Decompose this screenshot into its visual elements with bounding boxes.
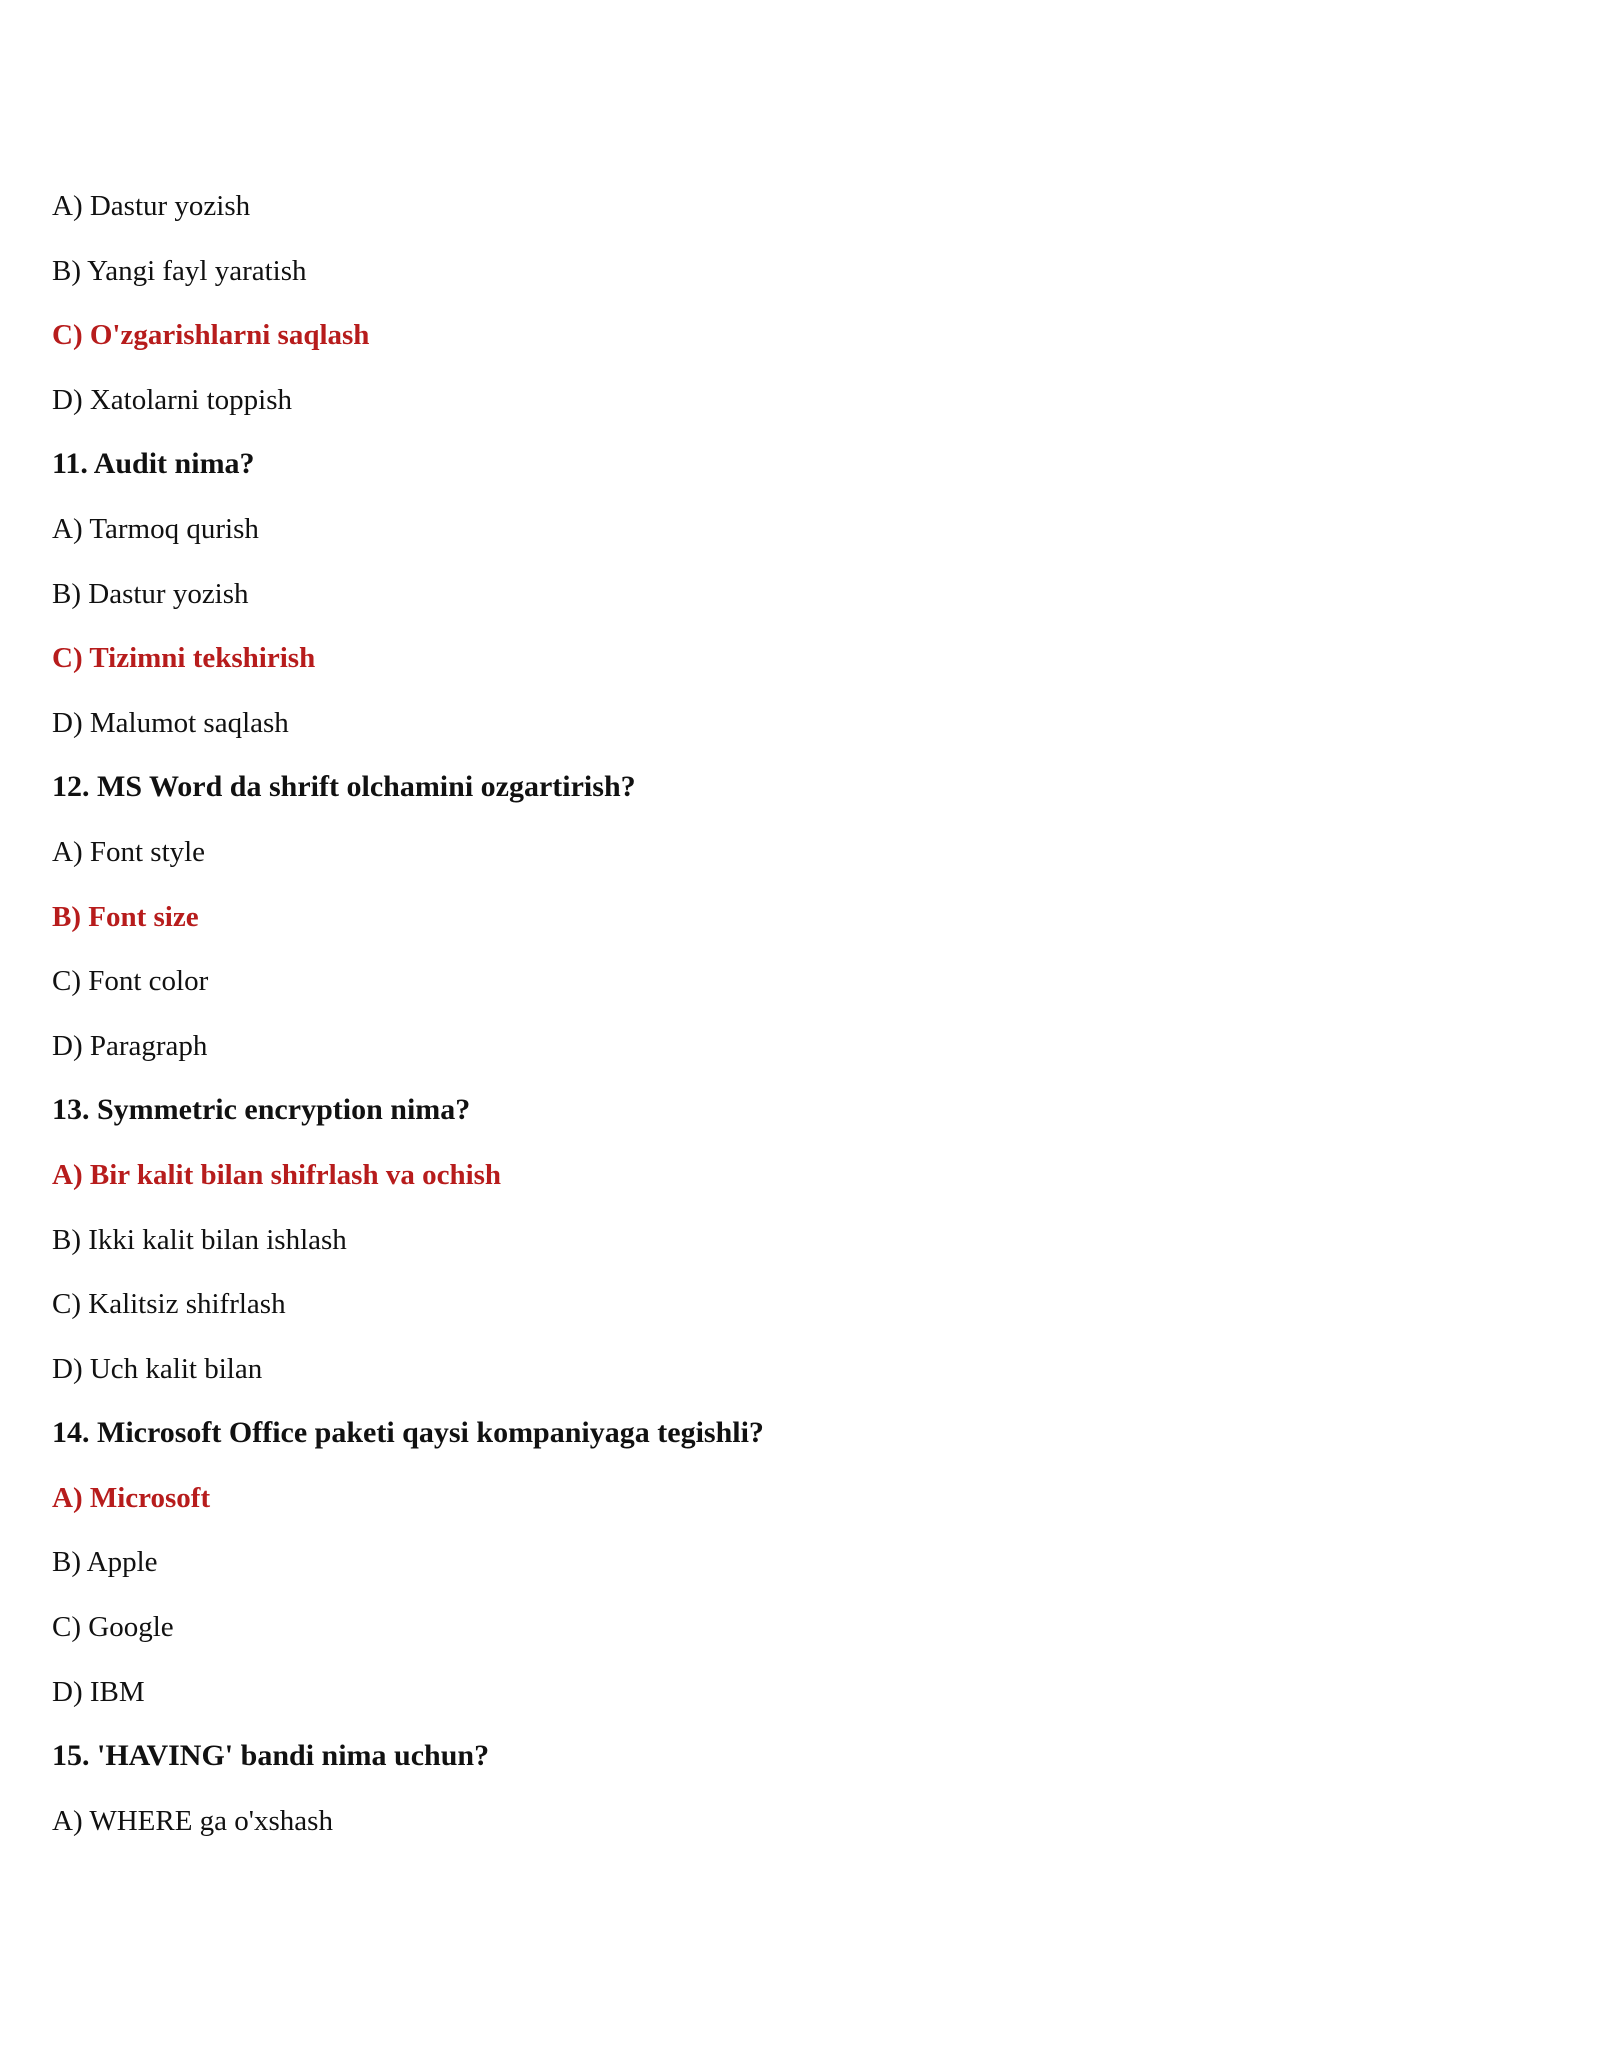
- answer-option: C) Google: [52, 1611, 174, 1644]
- answer-option: A) WHERE ga o'xshash: [52, 1804, 333, 1837]
- question-heading: 15. 'HAVING' bandi nima uchun?: [52, 1739, 490, 1773]
- quiz-content: [52, 184, 1532, 1863]
- answer-option: C) Kalitsiz shifrlash: [52, 1288, 286, 1321]
- answer-option-correct: C) O'zgarishlarni saqlash: [52, 319, 370, 352]
- answer-option: A) Tarmoq qurish: [52, 512, 259, 545]
- answer-option: B) Yangi fayl yaratish: [52, 254, 307, 287]
- answer-option: D) Xatolarni toppish: [52, 383, 293, 416]
- answer-option: A) Dastur yozish: [52, 190, 251, 222]
- answer-option: C) Font color: [52, 965, 209, 998]
- question-heading: 13. Symmetric encryption nima?: [52, 1093, 471, 1127]
- answer-option: B) Dastur yozish: [52, 577, 249, 610]
- answer-option: D) Paragraph: [52, 1029, 208, 1062]
- answer-option-correct: C) Tizimni tekshirish: [52, 642, 316, 675]
- answer-option: A) Font style: [52, 835, 206, 868]
- answer-option-correct: B) Font size: [52, 900, 199, 933]
- answer-option: D) IBM: [52, 1675, 145, 1708]
- question-heading: 11. Audit nima?: [52, 447, 255, 481]
- question-heading: 12. MS Word da shrift olchamini ozgartirish?: [52, 770, 636, 804]
- question-heading: 14. Microsoft Office paketi qaysi kompaniyaga tegishli?: [52, 1416, 764, 1450]
- answer-option: B) Apple: [52, 1546, 158, 1579]
- answer-option-correct: A) Microsoft: [52, 1481, 211, 1514]
- answer-option-correct: A) Bir kalit bilan shifrlash va ochish: [52, 1158, 502, 1191]
- answer-option: D) Malumot saqlash: [52, 706, 289, 739]
- answer-option: B) Ikki kalit bilan ishlash: [52, 1223, 347, 1256]
- answer-option: D) Uch kalit bilan: [52, 1352, 263, 1385]
